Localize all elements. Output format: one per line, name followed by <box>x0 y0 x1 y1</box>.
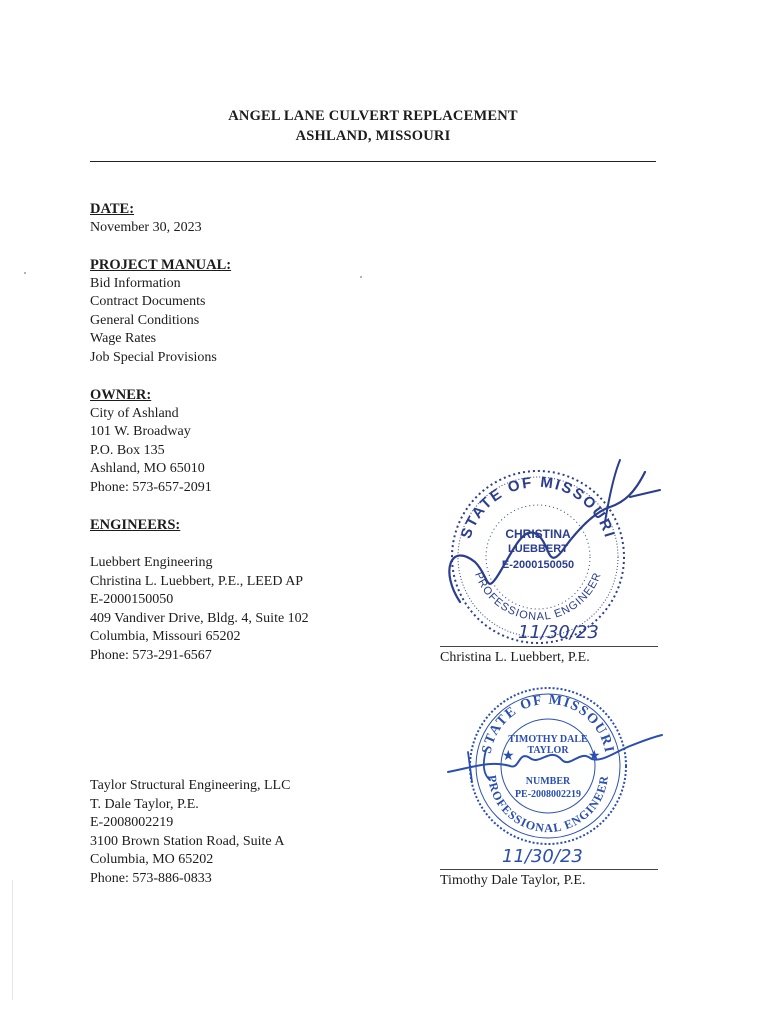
scan-edge-artifact <box>12 880 13 1000</box>
seal2-state-text: STATE OF MISSOURI <box>479 692 617 755</box>
manual-item: Bid Information <box>90 275 181 291</box>
seal1-center-ring <box>486 505 590 609</box>
firm2-line: Taylor Structural Engineering, LLC <box>90 778 291 793</box>
engineers-heading-block <box>90 516 180 535</box>
owner-line: Phone: 573-657-2091 <box>90 479 212 495</box>
seal2-date-handwritten: 11/30/23 <box>502 846 583 867</box>
date-heading: DATE: <box>90 201 135 217</box>
engineer-firm-1 <box>90 554 309 665</box>
seal1-number: E-2000150050 <box>501 559 575 571</box>
firm1-line: Christina L. Luebbert, P.E., LEED AP <box>90 573 304 589</box>
engineers-heading: ENGINEERS: <box>90 517 181 533</box>
seal2-outer-ring <box>470 688 626 844</box>
seal1-name-line1: CHRISTINA <box>505 527 571 541</box>
seal2-number-label: NUMBER <box>525 776 571 787</box>
scan-speck <box>360 276 362 278</box>
owner-line: 101 W. Broadway <box>90 424 191 439</box>
owner-heading: OWNER: <box>90 387 152 403</box>
signature-line-2 <box>440 869 658 870</box>
firm2-line: Columbia, MO 65202 <box>90 852 214 867</box>
owner-line: P.O. Box 135 <box>90 442 165 458</box>
document-title <box>90 106 656 146</box>
firm2-line: Phone: 573-886-0833 <box>90 870 212 886</box>
firm2-line: T. Dale Taylor, P.E. <box>90 796 199 812</box>
manual-item: General Conditions <box>90 312 200 328</box>
date-value: November 30, 2023 <box>90 219 202 235</box>
firm1-line: Phone: 573-291-6567 <box>90 647 212 663</box>
firm2-line: 3100 Brown Station Road, Suite A <box>90 833 285 849</box>
seal2-bottom-text: PROFESSIONAL ENGINEER <box>484 774 612 836</box>
signature-caption-2: Timothy Dale Taylor, P.E. <box>440 873 586 888</box>
project-manual-heading: PROJECT MANUAL: <box>90 257 232 273</box>
manual-item: Contract Documents <box>90 294 206 309</box>
firm1-line: 409 Vandiver Drive, Bldg. 4, Suite 102 <box>90 610 309 626</box>
seal2-name-line2: TAYLOR <box>527 745 569 756</box>
seal-taylor-graphic <box>440 680 670 870</box>
engineer-firm-2 <box>90 777 290 888</box>
seal1-date-handwritten: 11/30/23 <box>518 622 599 643</box>
seal-luebbert-graphic <box>430 452 670 652</box>
seal1-bottom-text: PROFESSIONAL ENGINEER <box>472 570 604 624</box>
seal2-star-icon: ★ <box>588 747 601 763</box>
engineer-seal-luebbert <box>430 452 670 652</box>
firm2-line: E-2008002219 <box>90 815 174 830</box>
owner-line: City of Ashland <box>90 405 179 421</box>
owner-line: Ashland, MO 65010 <box>90 461 205 476</box>
seal2-name-line1: TIMOTHY DALE <box>508 734 588 745</box>
project-manual-section <box>90 256 231 367</box>
title-line-2: ASHLAND, MISSOURI <box>295 128 451 144</box>
title-line-1: ANGEL LANE CULVERT REPLACEMENT <box>228 108 518 124</box>
scan-speck <box>24 272 26 274</box>
firm1-line: E-2000150050 <box>90 592 174 607</box>
seal2-star-icon: ★ <box>502 747 515 763</box>
engineer-seal-taylor <box>440 680 670 870</box>
signature-caption-1: Christina L. Luebbert, P.E. <box>440 650 590 665</box>
signature-line-1 <box>440 646 658 647</box>
manual-item: Job Special Provisions <box>90 349 217 365</box>
owner-section <box>90 386 212 497</box>
seal1-name-line2: LUEBBERT <box>508 543 568 555</box>
date-section <box>90 200 202 237</box>
seal2-number: PE-2008002219 <box>514 789 582 800</box>
seal1-state-text: STATE OF MISSOURI <box>457 473 619 541</box>
manual-item: Wage Rates <box>90 331 157 346</box>
title-rule <box>90 161 656 162</box>
firm1-line: Columbia, Missouri 65202 <box>90 629 241 644</box>
firm1-line: Luebbert Engineering <box>90 555 213 570</box>
